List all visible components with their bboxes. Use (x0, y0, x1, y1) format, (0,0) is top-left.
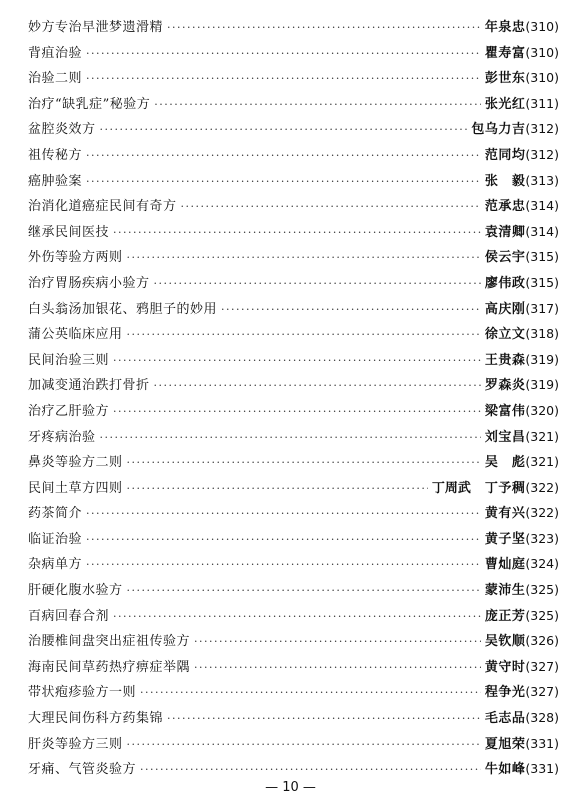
entry-page: (313) (525, 172, 559, 188)
entry-page: (312) (525, 121, 559, 137)
entry-author: 范同均 (484, 147, 526, 163)
dot-leader (113, 399, 481, 425)
dot-leader (167, 15, 481, 41)
entry-author: 包乌力吉 (471, 122, 526, 138)
toc-entry (28, 449, 559, 475)
dot-leader (86, 41, 481, 67)
entry-title: 鼻炎等验方二则 (28, 455, 123, 471)
entry-page: (318) (525, 326, 559, 342)
entry-author: 毛志品 (484, 711, 526, 727)
dot-leader (140, 680, 481, 706)
entry-author: 程争光 (484, 685, 526, 701)
entry-author: 牛如峰 (484, 762, 526, 778)
dot-leader (154, 92, 481, 118)
entry-author: 吴 彪 (484, 455, 526, 471)
entry-title: 大理民间伤科方药集锦 (28, 711, 164, 727)
entry-page: (322) (525, 505, 559, 521)
toc-entry (28, 731, 559, 757)
dot-leader (221, 297, 481, 323)
entry-title: 治验二则 (28, 71, 83, 87)
entry-title: 民间土草方四则 (28, 480, 123, 496)
toc-entry (28, 500, 559, 526)
dot-leader (86, 501, 481, 527)
entry-author: 高庆刚 (484, 301, 526, 317)
entry-title: 妙方专治早泄梦遗滑精 (28, 20, 164, 35)
entry-page: (321) (525, 428, 559, 444)
dot-leader (127, 578, 481, 604)
entry-title: 继承民间医技 (28, 224, 110, 240)
entry-author: 彭世东 (484, 71, 526, 87)
entry-author: 张 毅 (484, 173, 526, 189)
toc-entry (28, 244, 559, 270)
entry-title: 白头翁汤加银花、鸦胆子的妙用 (28, 301, 218, 317)
dot-leader (194, 629, 481, 655)
toc-entry (28, 551, 559, 577)
toc-entry (28, 424, 559, 450)
toc-entry (28, 705, 559, 731)
dot-leader (100, 117, 468, 143)
toc-entry (28, 321, 559, 347)
entry-title: 临证治验 (28, 531, 83, 547)
dot-leader (113, 604, 481, 630)
toc-entry (28, 347, 559, 373)
entry-title: 百病回春合剂 (28, 608, 110, 624)
dot-leader (113, 348, 481, 374)
toc-entry (28, 91, 559, 117)
entry-author: 张光红 (484, 96, 526, 112)
toc-entry (28, 679, 559, 705)
entry-page: (310) (525, 44, 559, 60)
entry-title: 蒲公英临床应用 (28, 327, 123, 343)
entry-page: (314) (525, 198, 559, 214)
entry-page: (312) (525, 146, 559, 162)
entry-page: (314) (525, 223, 559, 239)
dot-leader (127, 476, 428, 502)
entry-page: (325) (525, 607, 559, 623)
toc-entry (28, 219, 559, 245)
entry-page: (327) (525, 658, 559, 674)
entry-author: 黄守时 (484, 659, 526, 675)
entry-title: 治疗胃肠疾病小验方 (28, 275, 150, 291)
entry-title: 治消化道癌症民间有奇方 (28, 199, 177, 215)
dot-leader (127, 732, 481, 758)
entry-title: 牙疼病治验 (28, 429, 96, 445)
entry-author: 吴钦顺 (484, 634, 526, 650)
entry-title: 癌肿验案 (28, 173, 83, 189)
toc-entry (28, 270, 559, 296)
entry-author: 蒙沛生 (484, 583, 526, 599)
entry-author: 王贵森 (484, 352, 526, 368)
entry-page: (315) (525, 249, 559, 265)
dot-leader (100, 425, 481, 451)
entry-title: 肝硬化腹水验方 (28, 583, 123, 599)
entry-author: 梁富伟 (484, 403, 526, 419)
dot-leader (127, 245, 481, 271)
entry-page: (311) (525, 95, 559, 111)
entry-author: 范承忠 (484, 199, 526, 215)
toc-entry (28, 14, 559, 40)
entry-author: 徐立文 (484, 327, 526, 343)
entry-author: 黄子坚 (484, 531, 526, 547)
dot-leader (86, 66, 481, 92)
entry-page: (310) (525, 19, 559, 34)
toc-entry (28, 526, 559, 552)
entry-title: 治疗“缺乳症”秘验方 (28, 96, 151, 112)
entry-page: (327) (525, 684, 559, 700)
entry-page: (331) (525, 735, 559, 751)
dot-leader (86, 552, 481, 578)
dot-leader (194, 655, 481, 681)
entry-page: (315) (525, 274, 559, 290)
dot-leader (181, 194, 481, 220)
entry-title: 外伤等验方两则 (28, 250, 123, 266)
entry-author: 黄有兴 (484, 506, 526, 522)
entry-title: 牙痛、气管炎验方 (28, 762, 137, 778)
dot-leader (86, 169, 481, 195)
entry-page: (322) (525, 479, 559, 495)
entry-title: 盆腔炎效方 (28, 122, 96, 138)
entry-author: 罗森炎 (484, 378, 526, 394)
entry-author: 刘宝昌 (484, 429, 526, 445)
dot-leader (154, 271, 481, 297)
entry-page: (323) (525, 530, 559, 546)
entry-title: 加减变通治跌打骨折 (28, 378, 150, 394)
entry-author: 庞正芳 (484, 608, 526, 624)
toc-entry (28, 40, 559, 66)
toc-entry (28, 654, 559, 680)
entry-title: 海南民间草药热疗痹症举隅 (28, 659, 191, 675)
entry-title: 杂病单方 (28, 557, 83, 573)
entry-coauthor: 丁周武 (431, 480, 471, 496)
entry-title: 治腰椎间盘突出症祖传验方 (28, 634, 191, 650)
entry-page: (321) (525, 454, 559, 470)
entry-author: 曹灿庭 (484, 557, 526, 573)
entry-title: 药茶简介 (28, 506, 83, 522)
toc-entry (28, 398, 559, 424)
entry-author: 瞿寿富 (484, 45, 526, 61)
entry-title: 祖传秘方 (28, 147, 83, 163)
toc-entry (28, 475, 559, 501)
entry-author: 侯云宇 (484, 250, 526, 266)
toc-entry (28, 577, 559, 603)
entry-page: (325) (525, 582, 559, 598)
entry-author: 袁清卿 (484, 224, 526, 240)
entry-author: 丁予稠 (484, 480, 526, 496)
entry-page: (317) (525, 300, 559, 316)
entry-page: (324) (525, 556, 559, 572)
entry-page: (319) (525, 377, 559, 393)
entry-title: 肝炎等验方三则 (28, 736, 123, 752)
entry-title: 治疗乙肝验方 (28, 403, 110, 419)
dot-leader (86, 143, 481, 169)
dot-leader (127, 322, 481, 348)
entry-page: (326) (525, 633, 559, 649)
toc-entry (28, 168, 559, 194)
toc-entry (28, 116, 559, 142)
toc-entry (28, 628, 559, 654)
entry-author: 廖伟政 (484, 275, 526, 291)
dot-leader (140, 757, 481, 783)
toc-entry (28, 372, 559, 398)
entry-author: 年泉忠 (484, 20, 526, 35)
entry-page: (328) (525, 710, 559, 726)
entry-page: (319) (525, 351, 559, 367)
entry-author: 夏旭荣 (484, 736, 526, 752)
entry-title: 民间治验三则 (28, 352, 110, 368)
toc-entry (28, 193, 559, 219)
entry-title: 背疽治验 (28, 45, 83, 61)
page-number: — 10 — (265, 780, 316, 795)
entry-page: (310) (525, 70, 559, 86)
toc-entry (28, 65, 559, 91)
dot-leader (86, 527, 481, 553)
entry-page: (331) (525, 761, 559, 777)
toc-entry (28, 142, 559, 168)
table-of-contents (28, 14, 559, 782)
dot-leader (167, 706, 481, 732)
dot-leader (113, 220, 481, 246)
toc-entry (28, 603, 559, 629)
dot-leader (154, 373, 481, 399)
toc-entry (28, 296, 559, 322)
dot-leader (127, 450, 481, 476)
toc-entry (28, 756, 559, 782)
entry-title: 带状疱疹验方一则 (28, 685, 137, 701)
entry-page: (320) (525, 402, 559, 418)
